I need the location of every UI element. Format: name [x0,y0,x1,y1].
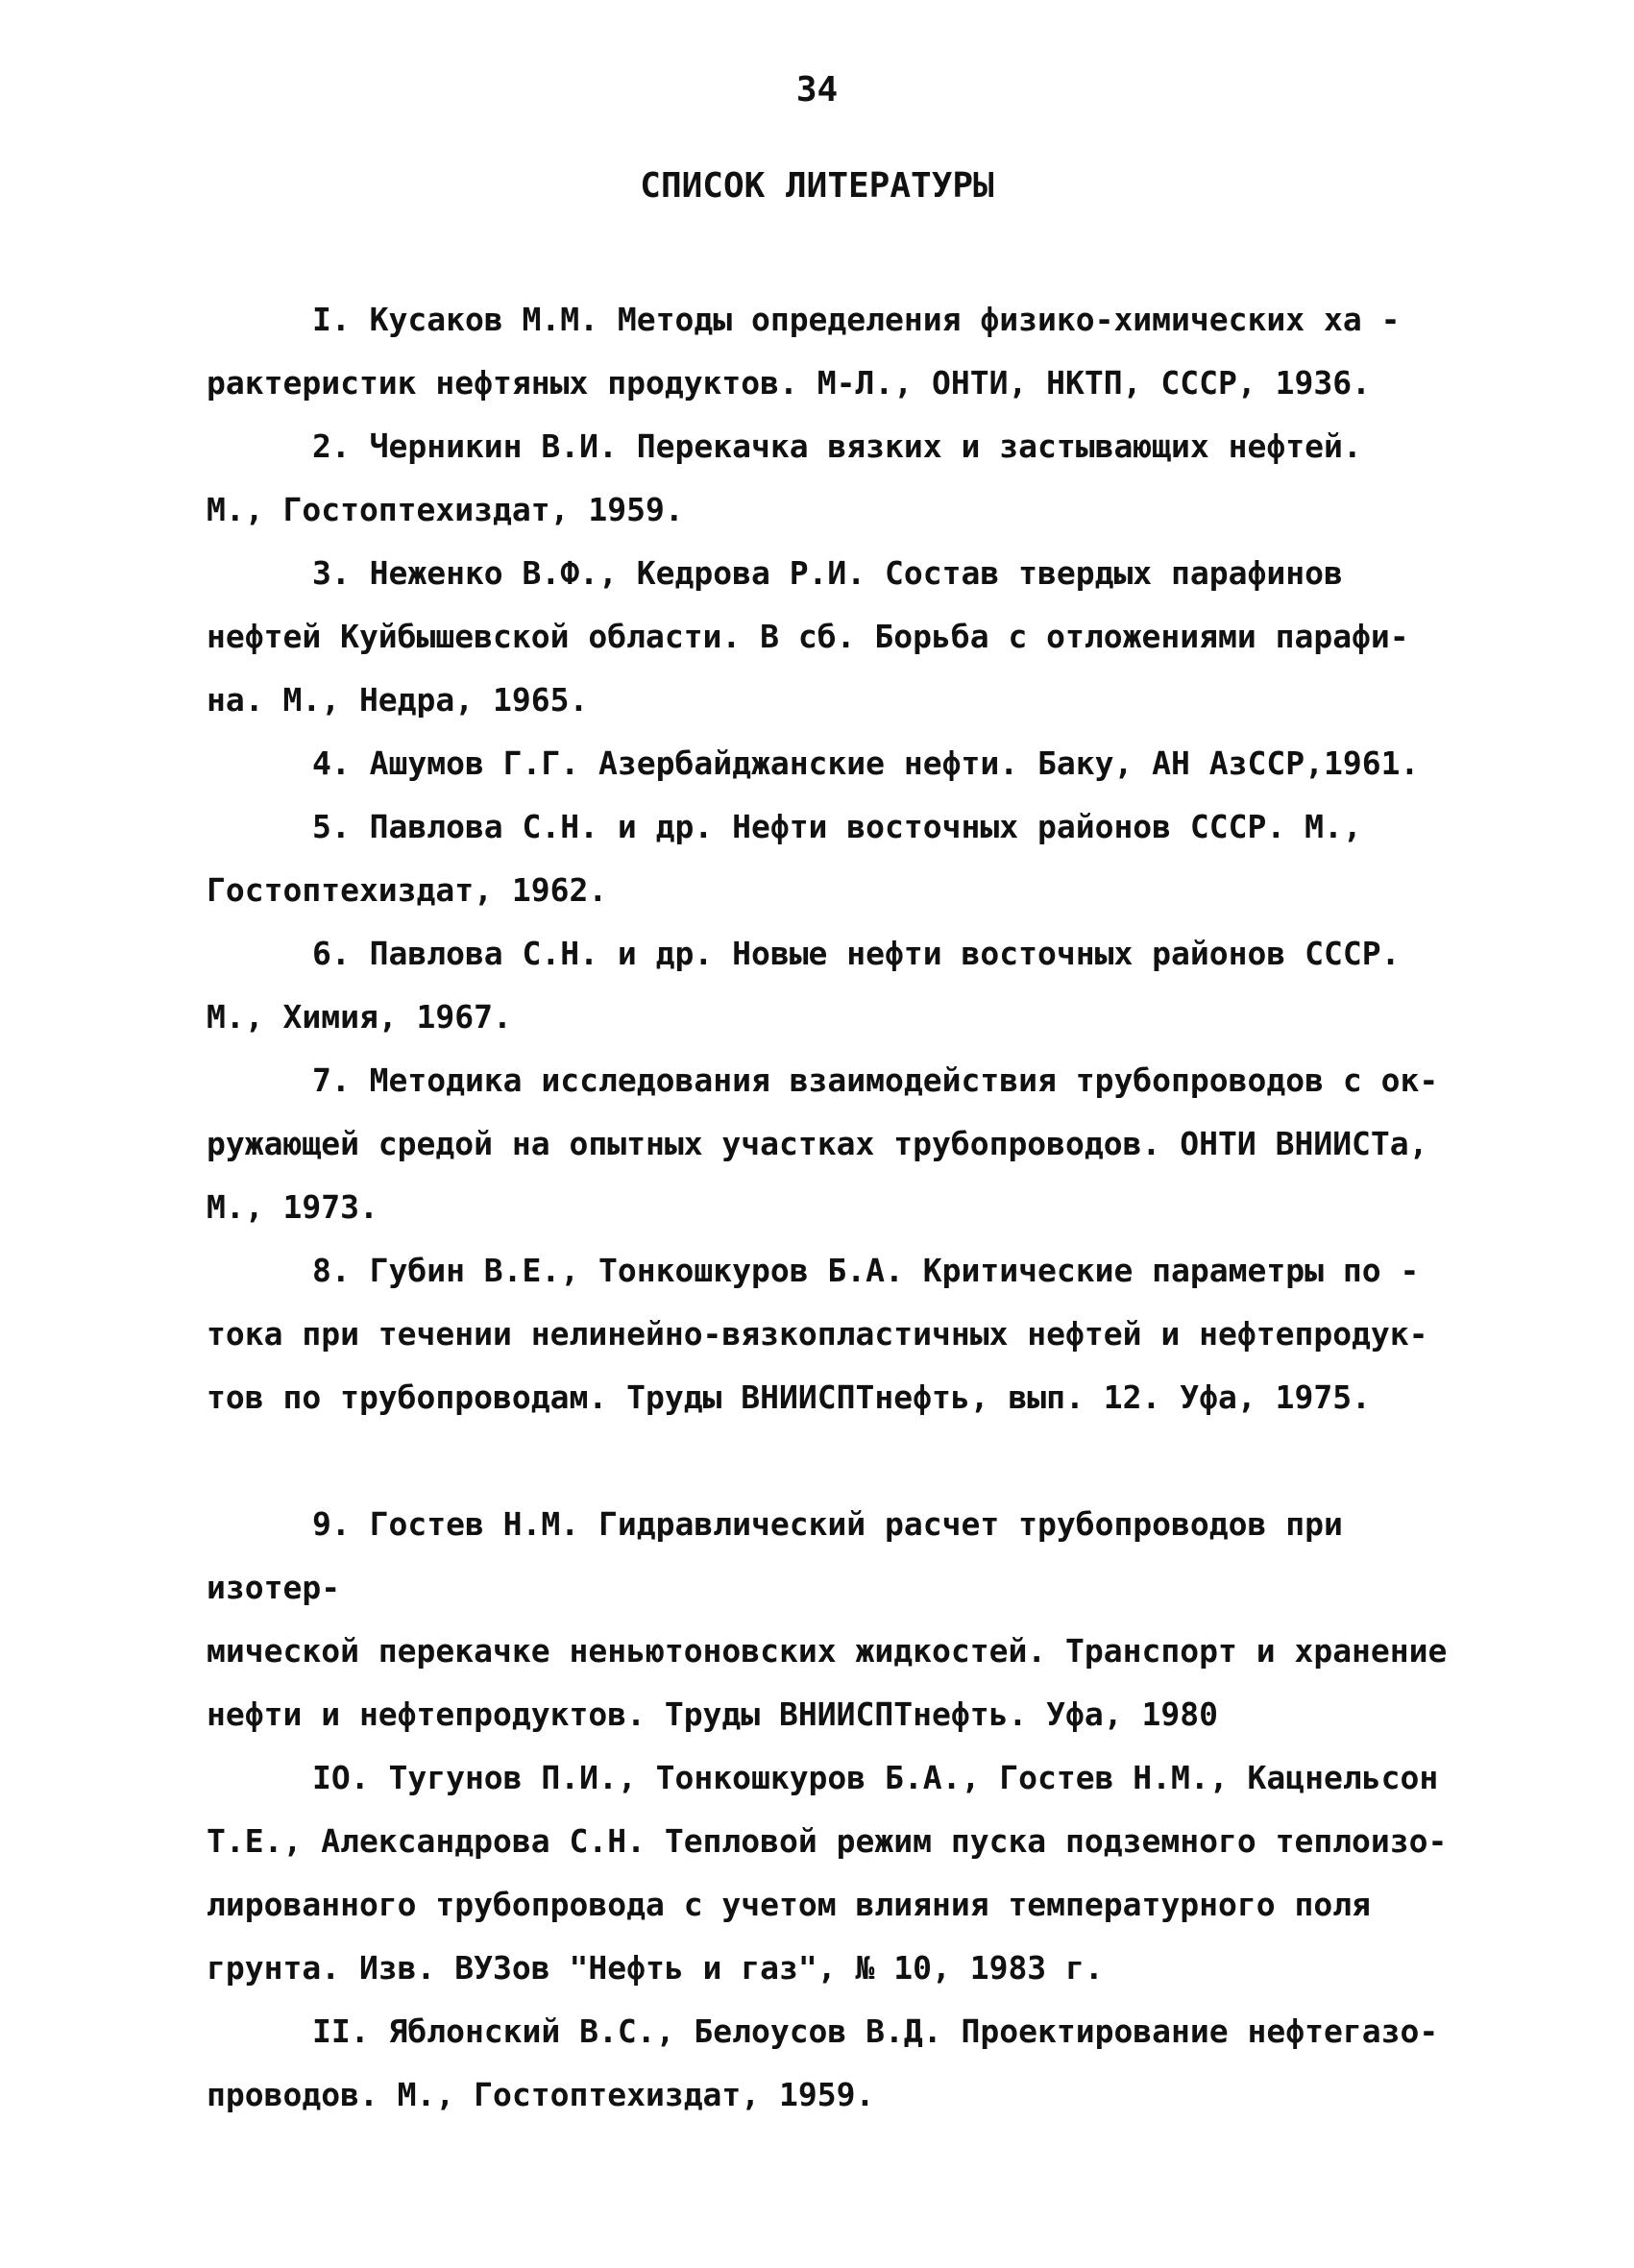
reference-item: 4. Ашумов Г.Г. Азербайджанские нефти. Баку, АН АзССР,1961. [312,744,1420,782]
reference-item: 8. Губин В.Е., Тонкошкуров Б.А. Критические параметры по - тока при течении нелинейно-вязкопластичных нефтей и нефтепродук- тов по трубопроводам. Труды ВНИИСПТнефть, вып. 12. Уфа, 1975. [207,1252,1428,1416]
reference-item: 6. Павлова С.Н. и др. Новые нефти восточных районов СССР. М., Химия, 1967. [207,935,1401,1036]
reference-list [207,288,1484,2127]
reference-item: 3. Неженко В.Ф., Кедрова Р.И. Состав твердых парафинов нефтей Куйбышевской области. В сб. Борьба с отложениями парафи- на. М., Недра, 1965. [207,554,1409,719]
reference-item: 5. Павлова С.Н. и др. Нефти восточных районов СССР. М., Гостоптехиздат, 1962. [207,808,1362,909]
reference-item: I. Кусаков М.М. Методы определения физико-химических ха - рактеристик нефтяных продуктов. М-Л., ОНТИ, НКТП, СССР, 1936. [207,301,1401,402]
page-number: 34 [795,70,839,110]
page-title: СПИСОК ЛИТЕРАТУРЫ [640,166,994,206]
reference-item: 9. Гостев Н.М. Гидравлический расчет трубопроводов при изотер- мической перекачке неньютоновских жидкостей. Транспорт и хранение нефти и нефтепродуктов. Труды ВНИИСПТнефть. Уфа, 1980 [207,1505,1448,1733]
reference-item: 7. Методика исследования взаимодействия трубопроводов с ок- ружающей средой на опытных участках трубопроводов. ОНТИ ВНИИСТа, М., 1973. [207,1061,1439,1226]
reference-item: 2. Черникин В.И. Перекачка вязких и застывающих нефтей. М., Гостоптехиздат, 1959. [207,427,1362,528]
reference-item: II. Яблонский В.С., Белоусов В.Д. Проектирование нефтегазо- проводов. М., Гостоптехиздат, 1959. [207,2012,1439,2113]
reference-item: IO. Тугунов П.И., Тонкошкуров Б.А., Гостев Н.М., Кацнельсон Т.Е., Александрова С.Н. Тепловой режим пуска подземного теплоизо- лированного трубопровода с учетом влияния температурного поля грунта. Изв. ВУЗов "Нефть и газ", № 10, 1983 г. [207,1759,1448,1987]
